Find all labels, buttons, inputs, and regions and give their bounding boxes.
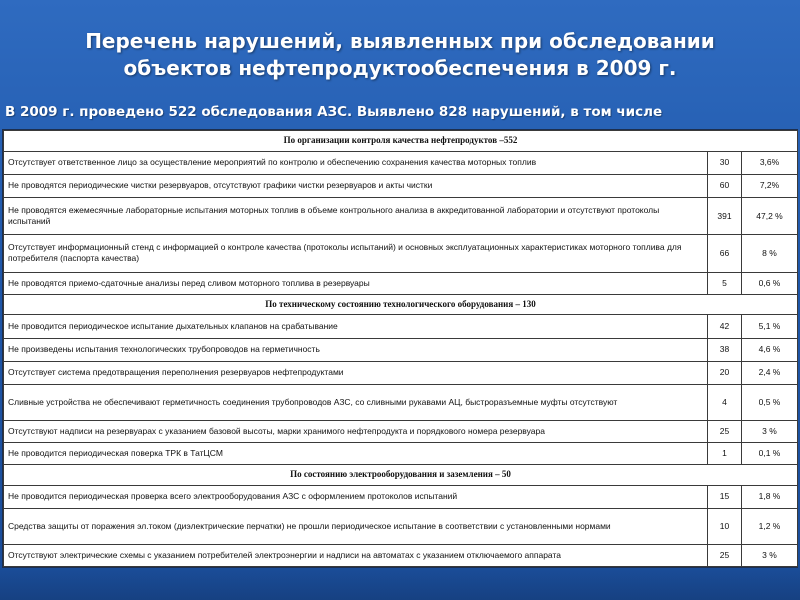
table-row bbox=[4, 420, 798, 442]
violation-description: Не произведены испытания технологических трубопроводов на герметичность bbox=[4, 338, 708, 361]
violation-count: 15 bbox=[708, 485, 742, 508]
violation-percent: 3 % bbox=[742, 544, 798, 566]
violation-percent: 1,8 % bbox=[742, 485, 798, 508]
violation-description: Не проводится периодическое испытание дыхательных клапанов на срабатывание bbox=[4, 315, 708, 338]
violation-percent: 2,4 % bbox=[742, 361, 798, 384]
violation-count: 25 bbox=[708, 420, 742, 442]
table-row bbox=[4, 272, 798, 294]
table-row bbox=[4, 315, 798, 338]
violation-count: 42 bbox=[708, 315, 742, 338]
section-header-row bbox=[4, 464, 798, 485]
violation-count: 25 bbox=[708, 544, 742, 566]
violation-percent: 0,1 % bbox=[742, 442, 798, 464]
table-row bbox=[4, 151, 798, 174]
table-row bbox=[4, 361, 798, 384]
slide-title bbox=[0, 28, 800, 82]
section-header-row bbox=[4, 294, 798, 315]
table-row bbox=[4, 174, 798, 197]
violations-table bbox=[3, 130, 798, 567]
violation-percent: 3,6% bbox=[742, 151, 798, 174]
violation-count: 30 bbox=[708, 151, 742, 174]
summary-text: В 2009 г. проведено 522 обследования АЗС. Выявлено 828 нарушений, в том числе bbox=[5, 104, 663, 120]
violation-count: 10 bbox=[708, 508, 742, 544]
table-row bbox=[4, 442, 798, 464]
violation-description: Отсутствует информационный стенд с информацией о контроле качества (протоколы испытаний) и основных эксплуатационных характеристиках моторного топлива для потребителя (паспорта качества) bbox=[4, 235, 708, 272]
violation-count: 20 bbox=[708, 361, 742, 384]
violations-table-container bbox=[2, 129, 798, 568]
violation-percent: 47,2 % bbox=[742, 197, 798, 234]
violation-count: 391 bbox=[708, 197, 742, 234]
violation-description: Не проводится периодическая проверка всего электрооборудования АЗС с оформлением протоколов испытаний bbox=[4, 485, 708, 508]
violation-description: Отсутствует ответственное лицо за осуществление мероприятий по контролю и обеспечению сохранения качества моторных топлив bbox=[4, 151, 708, 174]
violation-description: Не проводятся приемо-сдаточные анализы перед сливом моторного топлива в резервуары bbox=[4, 272, 708, 294]
violation-description: Отсутствует система предотвращения переполнения резервуаров нефтепродуктами bbox=[4, 361, 708, 384]
violation-count: 4 bbox=[708, 384, 742, 420]
violation-count: 5 bbox=[708, 272, 742, 294]
violation-description: Не проводится периодическая поверка ТРК в ТатЦСМ bbox=[4, 442, 708, 464]
violation-percent: 8 % bbox=[742, 235, 798, 272]
violations-table-body bbox=[4, 131, 798, 567]
violation-count: 38 bbox=[708, 338, 742, 361]
table-row bbox=[4, 338, 798, 361]
section-heading: По организации контроля качества нефтепродуктов –552 bbox=[4, 131, 798, 152]
violation-percent: 0,5 % bbox=[742, 384, 798, 420]
slide-title-line-2: объектов нефтепродуктообеспечения в 2009 г. bbox=[123, 56, 677, 80]
table-row bbox=[4, 544, 798, 566]
section-heading: По техническому состоянию технологического оборудования – 130 bbox=[4, 294, 798, 315]
table-row bbox=[4, 235, 798, 272]
violation-description: Отсутствуют электрические схемы с указанием потребителей электроэнергии и надписи на автоматах с указанием отключаемого аппарата bbox=[4, 544, 708, 566]
violation-percent: 7,2% bbox=[742, 174, 798, 197]
slide-title-line-1: Перечень нарушений, выявленных при обследовании bbox=[85, 29, 715, 53]
violation-percent: 1,2 % bbox=[742, 508, 798, 544]
violation-description: Не проводятся ежемесячные лабораторные испытания моторных топлив в объеме контрольного анализа в аккредитованной лаборатории и отсутствуют протоколы испытаний bbox=[4, 197, 708, 234]
violation-count: 66 bbox=[708, 235, 742, 272]
table-row bbox=[4, 197, 798, 234]
violation-description: Отсутствуют надписи на резервуарах с указанием базовой высоты, марки хранимого нефтепродукта и порядкового номера резервуара bbox=[4, 420, 708, 442]
section-heading: По состоянию электрооборудования и заземления – 50 bbox=[4, 464, 798, 485]
violation-description: Не проводятся периодические чистки резервуаров, отсутствуют графики чистки резервуаров и акты чистки bbox=[4, 174, 708, 197]
violation-description: Средства защиты от поражения эл.током (диэлектрические перчатки) не прошли периодическое испытание в соответствии с установленными нормами bbox=[4, 508, 708, 544]
violation-count: 60 bbox=[708, 174, 742, 197]
violation-count: 1 bbox=[708, 442, 742, 464]
table-row bbox=[4, 485, 798, 508]
section-header-row bbox=[4, 131, 798, 152]
table-row bbox=[4, 384, 798, 420]
slide-background-shade bbox=[0, 566, 800, 600]
violation-percent: 5,1 % bbox=[742, 315, 798, 338]
violation-description: Сливные устройства не обеспечивают герметичность соединения трубопроводов АЗС, со сливными рукавами АЦ, быстроразъемные муфты отсутствуют bbox=[4, 384, 708, 420]
violation-percent: 0,6 % bbox=[742, 272, 798, 294]
violation-percent: 3 % bbox=[742, 420, 798, 442]
table-row bbox=[4, 508, 798, 544]
violation-percent: 4,6 % bbox=[742, 338, 798, 361]
